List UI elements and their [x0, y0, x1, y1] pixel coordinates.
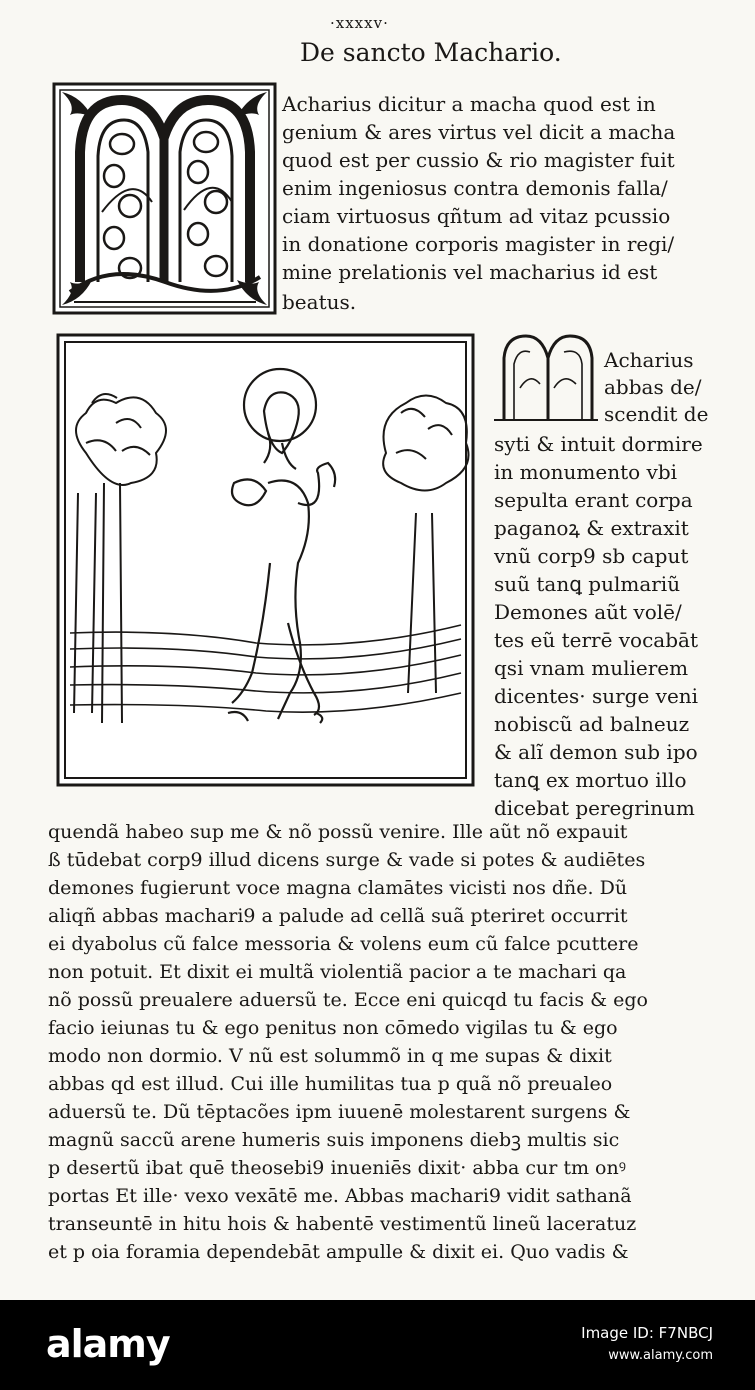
- site-url[interactable]: www.alamy.com: [608, 1348, 713, 1363]
- text-line: aduersũ te. Dũ tēptacões ipm iuuenē molestarent surgens &: [48, 1101, 631, 1123]
- text-line: non potuit. Et dixit ei multã violentiã pacior a te machari qa: [48, 961, 627, 983]
- initial-m-small: [490, 328, 602, 425]
- decorated-initial-m: [52, 82, 277, 315]
- text-line: quendã habeo sup me & nõ possũ venire. Ille aũt nõ expauit: [48, 821, 628, 843]
- text-line: ei dyabolus cũ falce messoria & volens eum cũ falce pcuttere: [48, 933, 639, 955]
- text-line: mine prelationis vel macharius id est: [282, 260, 658, 284]
- text-line: sepulta erant corpa: [494, 488, 693, 512]
- text-line: Demones aũt volē/: [494, 600, 682, 624]
- text-line: beatus.: [282, 290, 357, 314]
- text-line: p desertũ ibat quē theosebi9 inueniēs dixit· abba cur tm onꝰ: [48, 1157, 626, 1179]
- text-line: in donatione corporis magister in regi/: [282, 232, 675, 256]
- saint-woodcut: [56, 333, 475, 787]
- text-line: aliqñ abbas machari9 a palude ad cellã suã pteriret occurrit: [48, 905, 628, 927]
- text-line: suũ tanꝗ pulmariũ: [494, 572, 681, 596]
- text-line: transeuntē in hitu hois & habentē vestimentũ lineũ laceratuz: [48, 1213, 637, 1235]
- text-line: scendit de: [604, 402, 709, 426]
- image-id: Image ID: F7NBCJ: [581, 1324, 713, 1342]
- text-line: facio ieiunas tu & ego penitus non cōmedo vigilas tu & ego: [48, 1017, 618, 1039]
- text-line: ciam virtuosus qñtum ad vitaz pcussio: [282, 204, 671, 228]
- text-line: syti & intuit dormire: [494, 432, 703, 456]
- text-line: dicentes· surge veni: [494, 684, 699, 708]
- text-line: in monumento vbi: [494, 460, 678, 484]
- alamy-logo[interactable]: alamy: [46, 1322, 170, 1366]
- woodcut-illustration: [56, 333, 475, 787]
- text-line: abbas qd est illud. Cui ille humilitas tua p quã nõ preualeo: [48, 1073, 613, 1095]
- text-line: ß tūdebat corp9 illud dicens surge & vade si potes & audiētes: [48, 849, 646, 871]
- text-line: tanꝗ ex mortuo illo: [494, 768, 687, 792]
- text-line: portas Et ille· vexo vexātē me. Abbas machari9 vidit sathanã: [48, 1185, 632, 1207]
- folio-number: ·xxxxv·: [330, 14, 389, 32]
- text-line: vnũ corp9 sb caput: [494, 544, 689, 568]
- text-line: dicebat peregrinum: [494, 796, 695, 820]
- watermark-band: [0, 1300, 755, 1390]
- initial-m-woodcut: [52, 82, 277, 315]
- text-line: & alĩ demon sub ipo: [494, 740, 698, 764]
- text-line: nobiscũ ad balneuz: [494, 712, 690, 736]
- text-line: qsi vnam mulierem: [494, 656, 689, 680]
- small-initial-m: [490, 328, 602, 425]
- text-line: magnũ saccũ arene humeris suis imponens diebꝫ multis sic: [48, 1129, 620, 1151]
- text-line: demones fugierunt voce magna clamātes vicisti nos dñe. Dũ: [48, 877, 628, 899]
- text-line: genium & ares virtus vel dicit a macha: [282, 120, 676, 144]
- text-line: modo non dormio. V nũ est solummõ in q me supas & dixit: [48, 1045, 612, 1067]
- page-title: De sancto Machario.: [300, 38, 562, 67]
- text-line: et p oia foramia dependebāt ampulle & dixit ei. Quo vadis &: [48, 1241, 629, 1263]
- text-line: abbas de/: [604, 375, 702, 399]
- text-line: Acharius: [604, 348, 694, 372]
- text-line: Acharius dicitur a macha quod est in: [282, 92, 656, 116]
- text-line: paganoꝝ & extraxit: [494, 516, 689, 540]
- text-line: enim ingeniosus contra demonis falla/: [282, 176, 668, 200]
- text-line: tes eũ terrē vocabāt: [494, 628, 698, 652]
- text-line: quod est per cussio & rio magister fuit: [282, 148, 675, 172]
- text-line: nõ possũ preualere aduersũ te. Ecce eni quicqd tu facis & ego: [48, 989, 648, 1011]
